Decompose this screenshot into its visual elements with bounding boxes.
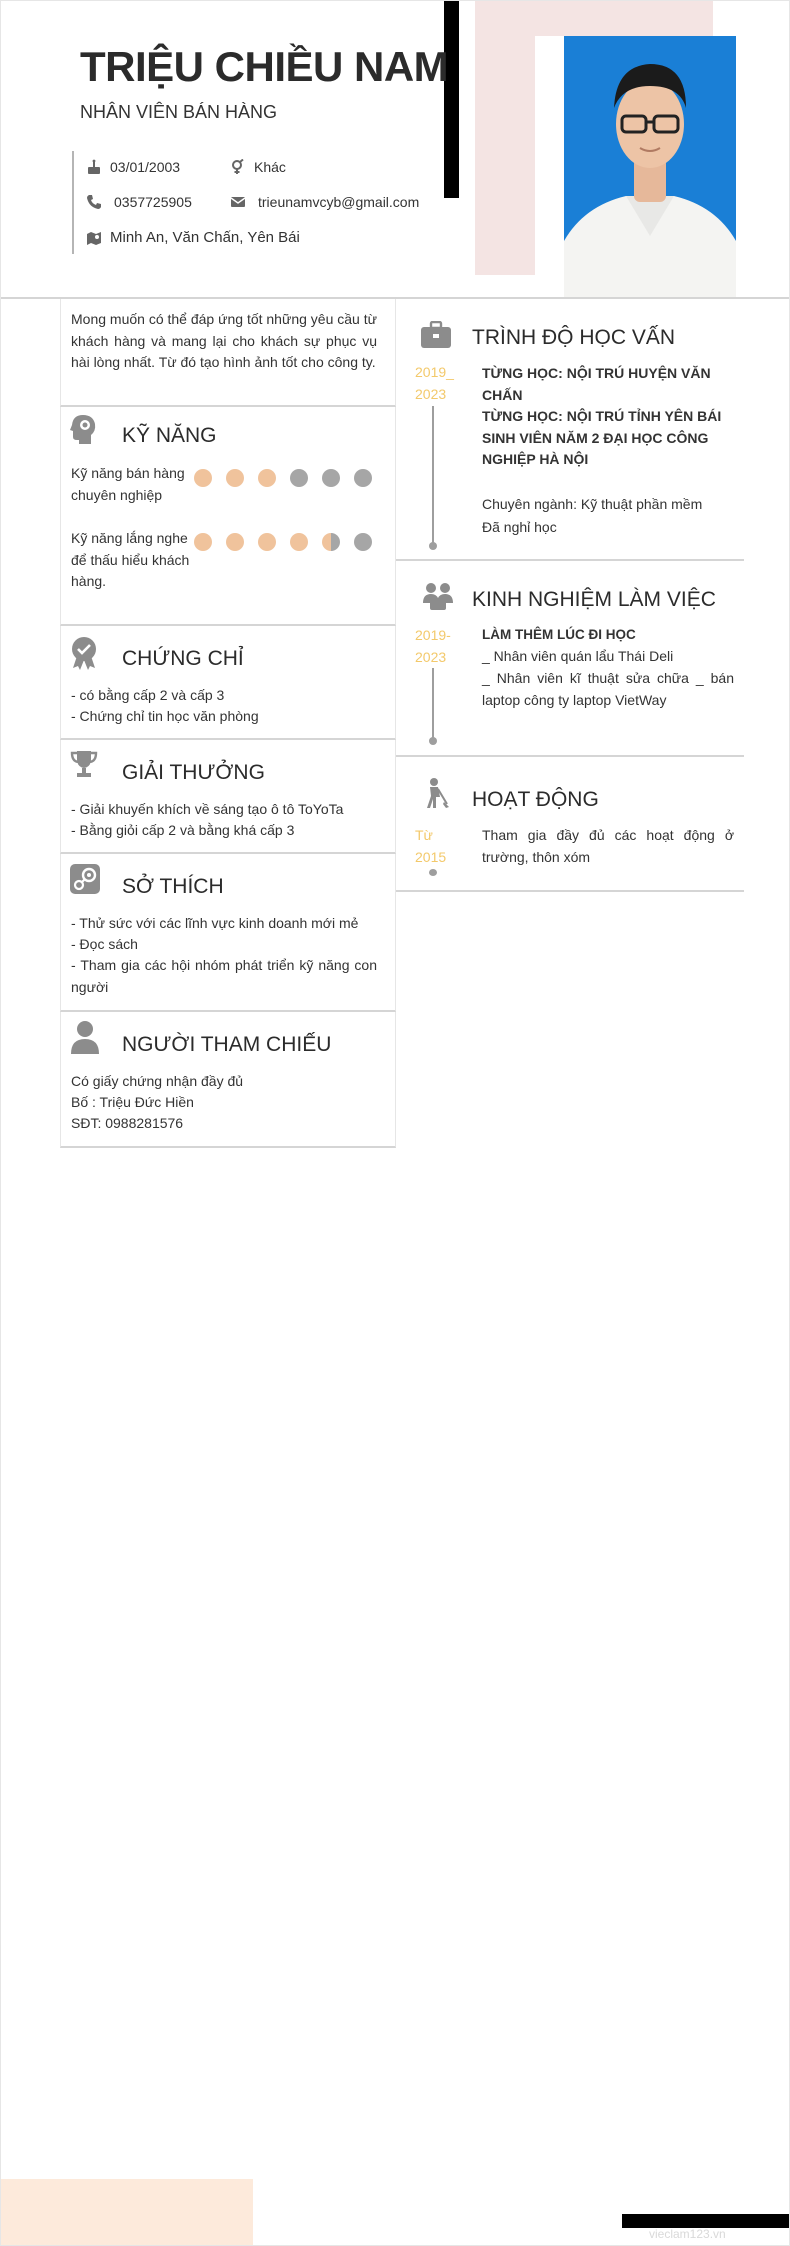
- worker-icon: [422, 777, 450, 814]
- header-black-bar: [444, 1, 459, 198]
- skill-2-rating: [194, 533, 372, 551]
- contact-info: [72, 151, 432, 254]
- education-major: Chuyên ngành: Kỹ thuật phần mềm: [482, 496, 703, 512]
- hobby-line-3: - Tham gia các hội nhóm phát triển kỹ năng con người: [71, 957, 377, 995]
- activities-section: [396, 757, 744, 892]
- users-icon: [422, 581, 454, 616]
- education-title: TRÌNH ĐỘ HỌC VẤN: [472, 326, 676, 349]
- education-timeline-dot: [429, 542, 437, 550]
- rating-dot: [194, 533, 212, 551]
- experience-section: [396, 561, 744, 757]
- rating-dot: [226, 533, 244, 551]
- birthdate-value: 03/01/2003: [110, 159, 181, 175]
- education-school-2: TỪNG HỌC: NỘI TRÚ TỈNH YÊN BÁI SINH VIÊN NĂM 2 ĐẠI HỌC CÔNG NGHIỆP HÀ NỘI: [482, 408, 722, 467]
- experience-years: 2019- 2023: [415, 627, 451, 665]
- hobby-line-1: - Thử sức với các lĩnh vực kinh doanh mới mẻ: [71, 915, 359, 931]
- education-school-1: TỪNG HỌC: NỘI TRÚ HUYỆN VĂN CHẤN: [482, 365, 711, 403]
- reference-line-3: SĐT: 0988281576: [71, 1115, 184, 1131]
- phone-item: [86, 194, 192, 210]
- job-title: NHÂN VIÊN BÁN HÀNG: [80, 102, 278, 122]
- skills-section: [60, 407, 396, 626]
- skill-1-rating: [194, 469, 372, 487]
- phone-icon: [86, 194, 102, 210]
- awards-title: GIẢI THƯỞNG: [122, 761, 265, 784]
- award-badge-icon: [69, 636, 99, 675]
- activities-text: Tham gia đầy đủ các hoạt động ở trường, thôn xóm: [482, 827, 734, 865]
- hobby-line-2: - Đọc sách: [71, 936, 138, 952]
- phone-value: 0357725905: [114, 194, 192, 210]
- address-item: [86, 229, 300, 246]
- rating-dot: [354, 469, 372, 487]
- award-line-2: - Bằng giỏi cấp 2 và bằng khá cấp 3: [71, 822, 295, 838]
- education-timeline-line: [432, 406, 434, 546]
- rating-dot: [194, 469, 212, 487]
- education-section: [396, 299, 744, 561]
- rating-dot: [322, 533, 340, 551]
- rating-dot: [322, 469, 340, 487]
- profile-photo: [564, 36, 736, 298]
- activities-timeline-dot: [429, 869, 437, 876]
- reference-line-1: Có giấy chứng nhận đầy đủ: [71, 1073, 244, 1089]
- certificate-line-2: - Chứng chỉ tin học văn phòng: [71, 708, 259, 724]
- gamepad-icon: [69, 863, 101, 900]
- experience-line-1: _ Nhân viên quán lẩu Thái Deli: [482, 648, 674, 664]
- rating-dot: [226, 469, 244, 487]
- hobbies-section: [60, 854, 396, 1012]
- experience-heading: LÀM THÊM LÚC ĐI HỌC: [482, 627, 636, 642]
- head-gear-icon: [69, 413, 101, 450]
- education-status: Đã nghỉ học: [482, 519, 557, 535]
- skill-2-label: Kỹ năng lắng nghe để thấu hiểu khách hàng.: [71, 530, 190, 589]
- gender-icon: [230, 159, 246, 175]
- education-years: 2019_ 2023: [415, 364, 454, 402]
- objective-section: [60, 299, 396, 407]
- rating-dot: [290, 469, 308, 487]
- experience-timeline-dot: [429, 737, 437, 745]
- awards-section: [60, 740, 396, 854]
- rating-dot: [290, 533, 308, 551]
- envelope-icon: [230, 194, 246, 210]
- cake-icon: [86, 159, 102, 175]
- briefcase-icon: [420, 321, 452, 354]
- experience-title: KINH NGHIỆM LÀM VIỆC: [472, 588, 716, 611]
- rating-dot: [354, 533, 372, 551]
- experience-timeline-line: [432, 668, 434, 740]
- hobbies-title: SỞ THÍCH: [122, 875, 224, 898]
- trophy-icon: [69, 749, 99, 784]
- rating-dot: [258, 469, 276, 487]
- references-title: NGƯỜI THAM CHIẾU: [122, 1033, 332, 1056]
- person-icon: [69, 1020, 101, 1059]
- email-item: [230, 194, 419, 210]
- map-icon: [86, 230, 102, 246]
- certificate-line-1: - có bằng cấp 2 và cấp 3: [71, 687, 225, 703]
- objective-text: Mong muốn có thể đáp ứng tốt những yêu cầu từ khách hàng và mang lại cho khách sự phục vụ hài lòng nhất. Từ đó tạo hình ảnh tốt cho công ty.: [71, 311, 377, 370]
- certificates-section: [60, 626, 396, 740]
- skill-1-label: Kỹ năng bán hàng chuyên nghiệp: [71, 465, 185, 503]
- footer-black-bar: [622, 2214, 790, 2228]
- address-value: Minh An, Văn Chấn, Yên Bái: [110, 229, 300, 246]
- gender-item: [230, 159, 286, 175]
- footer-peach-block: [1, 2179, 253, 2246]
- gender-value: Khác: [254, 159, 286, 175]
- certificates-title: CHỨNG CHỈ: [122, 647, 244, 670]
- experience-line-2: _ Nhân viên kĩ thuật sửa chữa _ bán laptop công ty laptop VietWay: [482, 670, 734, 708]
- watermark-text: vieclam123.vn: [649, 2227, 726, 2241]
- reference-line-2: Bố : Triệu Đức Hiền: [71, 1094, 194, 1110]
- birthdate-item: [86, 159, 180, 175]
- activities-years: Từ 2015: [415, 827, 447, 865]
- award-line-1: - Giải khuyến khích về sáng tạo ô tô ToYoTa: [71, 801, 344, 817]
- activities-title: HOẠT ĐỘNG: [472, 788, 599, 811]
- email-value[interactable]: trieunamvcyb@gmail.com: [258, 194, 420, 210]
- skills-title: KỸ NĂNG: [122, 424, 217, 447]
- references-section: [60, 1012, 396, 1148]
- candidate-name: TRIỆU CHIỀU NAM: [80, 43, 449, 90]
- rating-dot: [258, 533, 276, 551]
